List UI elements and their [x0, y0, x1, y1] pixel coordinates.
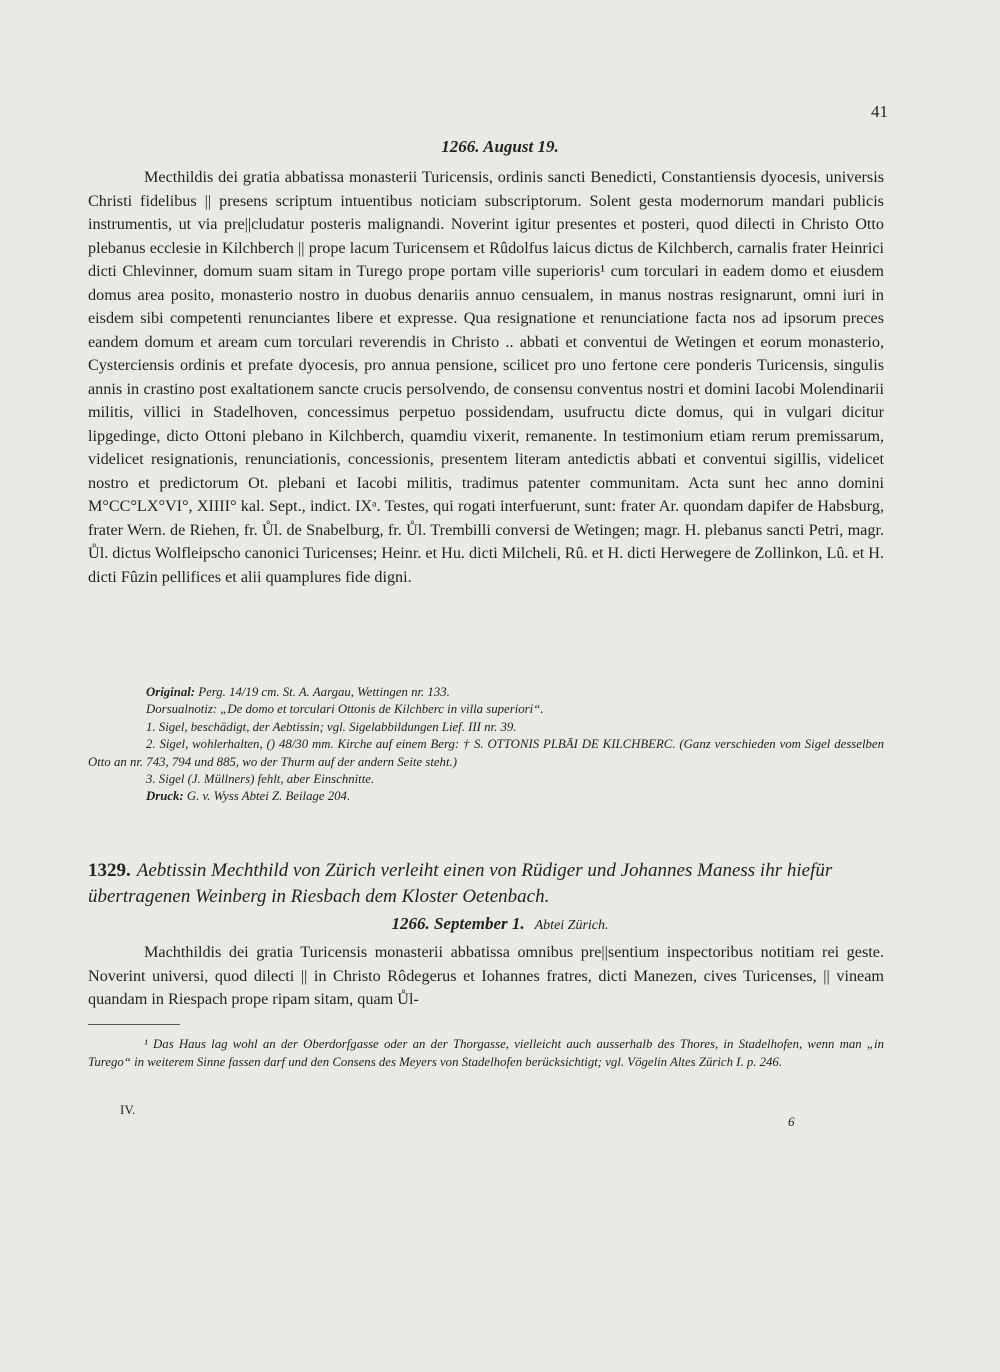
charter-2-date: 1266. September 1.	[391, 914, 525, 933]
charter-2-date-line	[0, 914, 1000, 934]
charter-text: Mecthildis dei gratia abbatissa monasterii Turicensis, ordinis sancti Benedicti, Constantiensis dyocesis, universis Christi fidelibus || presens scriptum intuentibus noticiam subscriptorum. Solent gesta modernorum mandari publicis instrumentis, ut via pre||cludatur posteris malignandi. Noverint igitur presentes et posteri, quod dilecti in Christo Otto plebanus ecclesie in Kilchberch || prope lacum Turicensem et Rûdolfus laicus dictus de Kilchberch, carnalis frater Heinrici dicti Chlevinner, domum suam sitam in Turego prope portam ville superioris¹ cum torculari in eadem domo et eiusdem domus area posito, monasterio nostro in duobus denariis annuo censualem, in manus nostras resignarunt, omni iuri in eisdem sibi competenti renunciantes libere et expresse. Qua resignatione et renunciatione facta nos ad ipsorum preces eandem domum et aream cum torculari reverendis in Christo .. abbati et conventui de Wetingen et eorum monasterio, Cysterciensis ordinis et prefate dyocesis, pro annua pensione, scilicet pro uno fertone cere ponderis Turicensis, singulis annis in crastino post exaltationem sancte crucis persolvendo, de consensu conventus nostri et domini Iacobi Molendinarii militis, villici in Stadelhoven, concessimus perpetuo possidendam, usufructu dicte domus, qui in vulgari dicitur lipgedinge, dicto Ottoni plebano in Kilchberch, quamdiu vixerit, remanente. In testimonium etiam rerum premissarum, videlicet resignationis, renunciationis, concessionis, presentem literam antedictis abbati et conventui sigillis, videlicet nostro et predictorum Ot. plebani et Iacobi militis, tradimus patenter communitam. Acta sunt hec anno domini M°CC°LX°VI°, XIIII° kal. Sept., indict. IXᵃ. Testes, qui rogati interfuerunt, sunt: frater Ar. quondam dapifer de Habsburg, frater Wern. de Riehen, fr. Ůl. de Snabelburg, fr. Ůl. Trembilli conversi de Wetingen; magr. H. plebanus sancti Petri, magr. Ůl. dictus Wolfleipscho canonici Turicenses; Heinr. et Hu. dicti Milcheli, Rû. et H. dicti Herwegere de Zollinkon, Lû. et H. dicti Fûzin pellifices et alii quamplures fide digni.	[88, 168, 884, 586]
print-label: Druck:	[146, 789, 184, 804]
sheet-number: 6	[788, 1114, 795, 1129]
footnote-rule	[88, 1024, 180, 1025]
charter-2-text: Machthildis dei gratia Turicensis monasterii abbatissa omnibus pre||sentium inspectoribus notitiam rei geste. Noverint universi, quod dilecti || in Christo Rôdegerus et Iohannes fratres, dicti Manezen, cives Turicenses, || vineam quandam in Riespach prope ripam sitam, quam Ůl-	[88, 943, 884, 1008]
charter-date: 1266. August 19.	[441, 137, 559, 156]
charter-number: 1329.	[88, 860, 131, 881]
charter-2-place: Abtei Zürich.	[534, 918, 609, 933]
seal-note-2: 2. Sigel, wohlerhalten, () 48/30 mm. Kirche auf einem Berg: † S. OTTONIS PLBĀI DE KILCHBERC. (Ganz verschieden vom Sigel desselben Otto an nr. 743, 794 und 885, wo der Thurm auf der andern Seite steht.)	[88, 737, 884, 769]
page-number: 41	[871, 102, 888, 121]
seal-note-3: 3. Sigel (J. Müllners) fehlt, aber Einschnitte.	[146, 772, 375, 787]
print-note	[88, 788, 884, 805]
dorsual-note: Dorsualnotiz: „De domo et torculari Ottonis de Kilchberc in villa superiori“.	[146, 702, 544, 717]
charter-summary: Aebtissin Mechthild von Zürich verleiht einen von Rüdiger und Johannes Maness ihr hiefür übertragenen Weinberg in Riesbach dem Kloster Oetenbach.	[88, 860, 833, 907]
seal-note-1: 1. Sigel, beschädigt, der Aebtissin; vgl. Sigelabbildungen Lief. III nr. 39.	[146, 719, 517, 734]
archival-notes	[88, 684, 884, 806]
signature-mark: IV.	[120, 1102, 136, 1117]
print-text: G. v. Wyss Abtei Z. Beilage 204.	[186, 789, 351, 804]
charter-heading	[88, 858, 884, 910]
original-note	[88, 684, 884, 701]
original-label: Original:	[146, 685, 196, 699]
original-text: Perg. 14/19 cm. St. A. Aargau, Wettingen nr. 133.	[198, 685, 450, 699]
footnote: ¹ Das Haus lag wohl an der Oberdorfgasse oder an der Thorgasse, vielleicht auch ausserhalb des Thores, in Stadelhofen, wenn man „in Turego“ in weiterem Sinne fassen darf und den Consens des Meyers von Stadelhofen berücksichtigt; vgl. Vögelin Altes Zürich I. p. 246.	[88, 1037, 884, 1069]
